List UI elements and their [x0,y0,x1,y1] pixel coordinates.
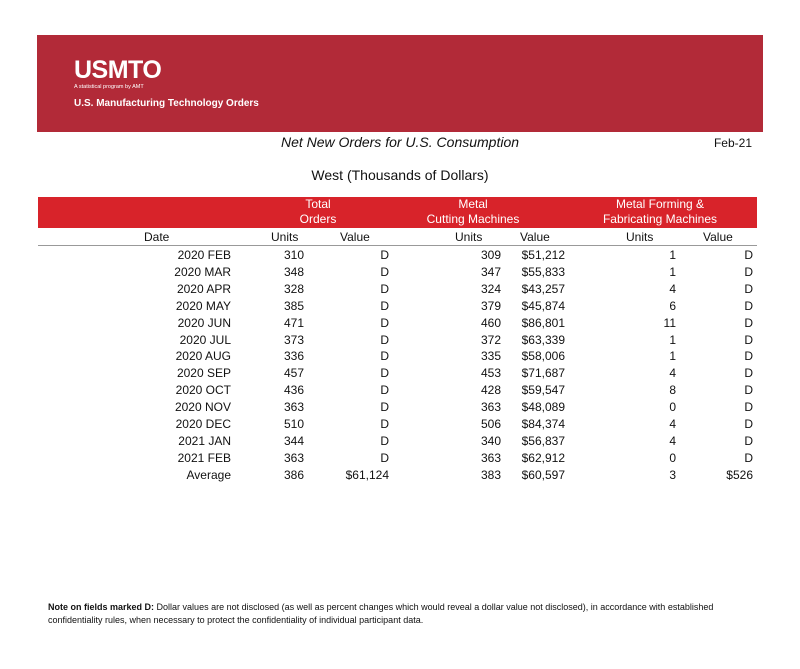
cell-forming-value: D [744,264,753,279]
cell-total-units: 348 [283,264,304,279]
cell-date: 2021 FEB [177,450,231,465]
cell-forming-units: 3 [669,467,676,482]
cell-forming-units: 6 [669,298,676,313]
cell-forming-units: 4 [669,281,676,296]
table-row [0,281,800,297]
cell-total-value: D [380,332,389,347]
cell-cutting-value: $58,006 [521,349,565,364]
cell-forming-value: D [744,298,753,313]
cell-cutting-value: $63,339 [521,332,565,347]
group-header-total-orders [268,197,368,227]
cell-forming-value: D [744,366,753,381]
group-header-metal-cutting [413,197,533,227]
cell-forming-value: D [744,417,753,431]
cell-date: 2020 JUL [179,332,231,347]
group-header-line: Fabricating Machines [602,212,718,226]
cell-total-value: D [380,349,389,364]
cell-forming-units: 4 [669,433,676,448]
cell-forming-units: 11 [663,315,676,330]
group-header-line: Total [305,197,331,211]
cell-total-value: D [380,264,389,279]
cell-cutting-units: 372 [480,332,501,347]
region-heading: West (Thousands of Dollars) [311,167,489,183]
cell-date: 2020 NOV [174,400,231,415]
cell-cutting-units: 460 [480,315,501,330]
cell-cutting-units: 453 [480,366,501,381]
header-banner [37,35,763,132]
cell-forming-value: D [744,315,753,330]
cell-total-value: D [380,298,389,313]
table-row [0,332,800,348]
cell-date: 2020 SEP [176,366,231,381]
cell-total-units: 386 [283,467,304,482]
cell-cutting-value: $71,687 [521,366,565,381]
cell-total-value: D [380,366,389,381]
cell-forming-units: 1 [669,349,676,364]
cell-cutting-units: 363 [480,450,501,465]
logo-tagline: A statistical program by AMT [74,84,144,90]
column-header-total-units: Units [271,230,299,244]
cell-cutting-value: $62,912 [521,450,565,465]
report-date: Feb-21 [713,136,752,150]
table-row [0,365,800,381]
cell-forming-units: 1 [669,248,676,262]
header-divider [38,245,757,246]
cell-total-units: 457 [283,366,304,381]
cell-forming-value: D [744,332,753,347]
table-row [0,298,800,314]
cell-total-units: 471 [283,315,304,330]
cell-date: Average [186,467,231,482]
confidentiality-note [48,601,748,627]
column-header-date: Date [144,230,170,244]
cell-total-units: 363 [283,400,304,415]
cell-forming-value: D [744,281,753,296]
cell-forming-value: D [744,383,753,398]
cell-forming-units: 4 [669,366,676,381]
table-row [0,264,800,280]
cell-cutting-value: $56,837 [521,433,565,448]
banner-subtitle: U.S. Manufacturing Technology Orders [74,98,259,109]
cell-total-value: D [380,281,389,296]
table-row [0,315,800,331]
table-row [0,399,800,415]
cell-forming-value: D [744,433,753,448]
note-label: Note on fields marked D: [48,602,155,612]
cell-cutting-value: $43,257 [521,281,565,296]
group-header-line: Metal Forming & [615,197,705,211]
cell-date: 2020 FEB [177,248,231,262]
cell-cutting-units: 428 [480,383,501,398]
cell-cutting-units: 363 [480,400,501,415]
cell-total-units: 344 [283,433,304,448]
cell-total-value: D [380,417,389,431]
table-row [0,348,800,364]
cell-date: 2020 MAR [174,264,231,279]
cell-total-value: D [380,433,389,448]
cell-cutting-value: $55,833 [521,264,565,279]
group-header-line: Orders [299,212,337,226]
group-header-metal-forming [580,197,740,227]
cell-total-value: D [380,383,389,398]
cell-total-units: 363 [283,450,304,465]
cell-forming-value: D [744,248,753,262]
table-row [0,450,800,466]
cell-cutting-units: 340 [480,433,501,448]
column-header-forming-units: Units [626,230,654,244]
cell-date: 2020 DEC [175,417,231,431]
cell-cutting-units: 335 [480,349,501,364]
average-row [0,467,800,483]
cell-date: 2020 APR [176,281,231,296]
cell-total-units: 310 [283,248,304,262]
table-row [0,382,800,398]
cell-cutting-value: $60,597 [521,467,565,482]
cell-date: 2020 AUG [175,349,231,364]
cell-total-value: $61,124 [345,467,389,482]
cell-forming-value: D [744,349,753,364]
table-row [0,247,800,263]
cell-cutting-units: 347 [480,264,501,279]
cell-forming-value: D [744,400,753,415]
group-header-line: Cutting Machines [426,212,520,226]
report-title: Net New Orders for U.S. Consumption [280,134,520,150]
column-header-total-value: Value [340,230,370,244]
cell-cutting-value: $84,374 [521,417,565,431]
cell-forming-units: 8 [669,383,676,398]
cell-cutting-value: $45,874 [521,298,565,313]
group-header-line: Metal [458,197,488,211]
note-text: Dollar values are not disclosed (as well as percent changes which would reveal a dollar value not disclosed), in accordance with established confidentiality rules, when necessary to protect the confidentiality of individual participant data. [48,602,714,625]
cell-date: 2021 JAN [178,433,231,448]
cell-total-units: 373 [283,332,304,347]
cell-date: 2020 MAY [175,298,231,313]
cell-forming-units: 4 [669,417,676,431]
table-row [0,433,800,449]
usmto-logo: USMTO [74,56,162,84]
cell-date: 2020 JUN [177,315,231,330]
cell-date: 2020 OCT [175,383,231,398]
cell-total-units: 436 [283,383,304,398]
cell-cutting-units: 506 [480,417,501,431]
cell-total-value: D [380,450,389,465]
cell-forming-units: 1 [669,264,676,279]
cell-total-units: 328 [283,281,304,296]
cell-cutting-value: $86,801 [521,315,565,330]
cell-total-value: D [380,400,389,415]
cell-cutting-units: 324 [480,281,501,296]
cell-cutting-value: $59,547 [521,383,565,398]
cell-total-units: 336 [283,349,304,364]
cell-forming-value: $526 [726,467,753,482]
cell-cutting-units: 309 [480,248,501,262]
cell-total-units: 510 [283,417,304,431]
column-header-cutting-units: Units [455,230,483,244]
cell-cutting-units: 379 [480,298,501,313]
cell-total-value: D [380,248,389,262]
cell-forming-value: D [744,450,753,465]
cell-cutting-value: $48,089 [521,400,565,415]
table-row [0,416,800,432]
cell-forming-units: 0 [669,450,676,465]
cell-cutting-value: $51,212 [521,248,565,262]
cell-forming-units: 0 [669,400,676,415]
cell-total-units: 385 [283,298,304,313]
cell-forming-units: 1 [669,332,676,347]
cell-total-value: D [380,315,389,330]
cell-cutting-units: 383 [480,467,501,482]
column-header-forming-value: Value [703,230,733,244]
column-header-cutting-value: Value [520,230,550,244]
